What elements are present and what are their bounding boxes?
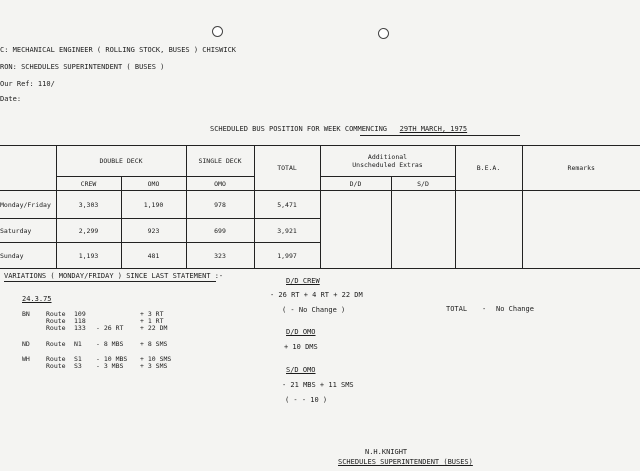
title-underline bbox=[360, 135, 520, 136]
garage-code: WH bbox=[22, 355, 30, 363]
extras-sd-header: S/D bbox=[391, 177, 455, 191]
table-title bbox=[210, 126, 467, 133]
single-deck-header: SINGLE DECK bbox=[186, 146, 254, 177]
route-number: 118 bbox=[74, 317, 86, 325]
total-cell: 5,471 bbox=[254, 191, 320, 219]
total-cell: 3,921 bbox=[254, 219, 320, 243]
memo-to: C: MECHANICAL ENGINEER ( ROLLING STOCK, BUSES ) CHISWICK bbox=[0, 46, 237, 54]
bus-position-table bbox=[0, 145, 640, 269]
crew-cell: 2,299 bbox=[56, 219, 121, 243]
route-number: S1 bbox=[74, 355, 82, 363]
signatory-title: SCHEDULES SUPERINTENDENT (BUSES) bbox=[338, 458, 473, 466]
variations-date: 24.3.75 bbox=[22, 295, 52, 303]
sd-omo-heading: S/D OMO bbox=[286, 366, 316, 374]
change-2: + 1 RT bbox=[140, 317, 164, 325]
change-1: - 26 RT bbox=[96, 324, 124, 332]
row-label: Monday/Friday bbox=[0, 191, 56, 219]
change-1: - 8 MBS bbox=[96, 340, 124, 348]
dd-omo-heading: D/D OMO bbox=[286, 328, 316, 336]
dd-omo-line: + 10 DMS bbox=[284, 343, 318, 351]
dd-crew-heading: D/D CREW bbox=[286, 277, 320, 285]
signatory-name: N.H.KNIGHT bbox=[365, 448, 408, 456]
route-number: 109 bbox=[74, 310, 86, 318]
memo-ref: Our Ref: 110/ bbox=[0, 80, 55, 88]
additional-extras-header bbox=[320, 146, 455, 177]
route-number: 133 bbox=[74, 324, 86, 332]
route-label: Route bbox=[46, 362, 66, 370]
total-value: No Change bbox=[496, 305, 534, 313]
memo-date: Date: bbox=[0, 95, 22, 103]
sd-omo-header: OMO bbox=[186, 177, 254, 191]
route-number: S3 bbox=[74, 362, 82, 370]
unscheduled-label: Unscheduled Extras bbox=[352, 161, 423, 169]
extras-dd-header: D/D bbox=[320, 177, 391, 191]
change-2: + 22 DM bbox=[140, 324, 168, 332]
total-header: TOTAL bbox=[254, 146, 320, 191]
total-dash: - bbox=[482, 305, 487, 313]
sd-omo-cell: 699 bbox=[186, 219, 254, 243]
sd-omo-cell: 323 bbox=[186, 243, 254, 269]
dd-omo-cell: 923 bbox=[121, 219, 186, 243]
change-1: - 3 MBS bbox=[96, 362, 124, 370]
table-row bbox=[0, 191, 640, 219]
bea-cell bbox=[455, 191, 522, 269]
sd-omo-line: - 21 MBS + 11 SMS bbox=[282, 381, 354, 389]
garage-code: BN bbox=[22, 310, 30, 318]
total-cell: 1,997 bbox=[254, 243, 320, 269]
extras-dd-cell bbox=[320, 191, 391, 269]
change-2: + 3 RT bbox=[140, 310, 164, 318]
change-2: + 10 SMS bbox=[140, 355, 172, 363]
row-label: Sunday bbox=[0, 243, 56, 269]
punch-hole-right bbox=[378, 28, 389, 39]
crew-header: CREW bbox=[56, 177, 121, 191]
sd-omo-note: ( - - 10 ) bbox=[285, 396, 328, 404]
total-label: TOTAL bbox=[446, 305, 468, 313]
garage-code: ND bbox=[22, 340, 30, 348]
bea-header: B.E.A. bbox=[455, 146, 522, 191]
remarks-header: Remarks bbox=[522, 146, 640, 191]
table-title-date: 29TH MARCH, 1975 bbox=[399, 125, 468, 133]
dd-omo-cell: 1,190 bbox=[121, 191, 186, 219]
double-deck-header: DOUBLE DECK bbox=[56, 146, 186, 177]
extras-sd-cell bbox=[391, 191, 455, 269]
variations-underline bbox=[4, 281, 216, 282]
change-2: + 8 SMS bbox=[140, 340, 168, 348]
memo-from: RON: SCHEDULES SUPERINTENDENT ( BUSES ) bbox=[0, 63, 165, 71]
remarks-cell bbox=[522, 191, 640, 269]
route-label: Route bbox=[46, 340, 66, 348]
change-1: - 10 MBS bbox=[96, 355, 128, 363]
crew-cell: 3,303 bbox=[56, 191, 121, 219]
route-label: Route bbox=[46, 317, 66, 325]
sd-omo-cell: 978 bbox=[186, 191, 254, 219]
additional-label: Additional bbox=[367, 153, 408, 161]
variations-heading: VARIATIONS ( MONDAY/FRIDAY ) SINCE LAST STATEMENT :- bbox=[4, 272, 224, 280]
crew-cell: 1,193 bbox=[56, 243, 121, 269]
dd-crew-note: ( - No Change ) bbox=[282, 306, 346, 314]
punch-hole-left bbox=[212, 26, 223, 37]
dd-omo-header: OMO bbox=[121, 177, 186, 191]
dd-crew-line: - 26 RT + 4 RT + 22 DM bbox=[270, 291, 363, 299]
route-label: Route bbox=[46, 310, 66, 318]
row-label-header bbox=[0, 146, 56, 191]
table-title-prefix: SCHEDULED BUS POSITION FOR WEEK COMMENCING bbox=[210, 125, 388, 133]
route-label: Route bbox=[46, 324, 66, 332]
change-2: + 3 SMS bbox=[140, 362, 168, 370]
row-label: Saturday bbox=[0, 219, 56, 243]
dd-omo-cell: 481 bbox=[121, 243, 186, 269]
route-number: N1 bbox=[74, 340, 82, 348]
route-label: Route bbox=[46, 355, 66, 363]
